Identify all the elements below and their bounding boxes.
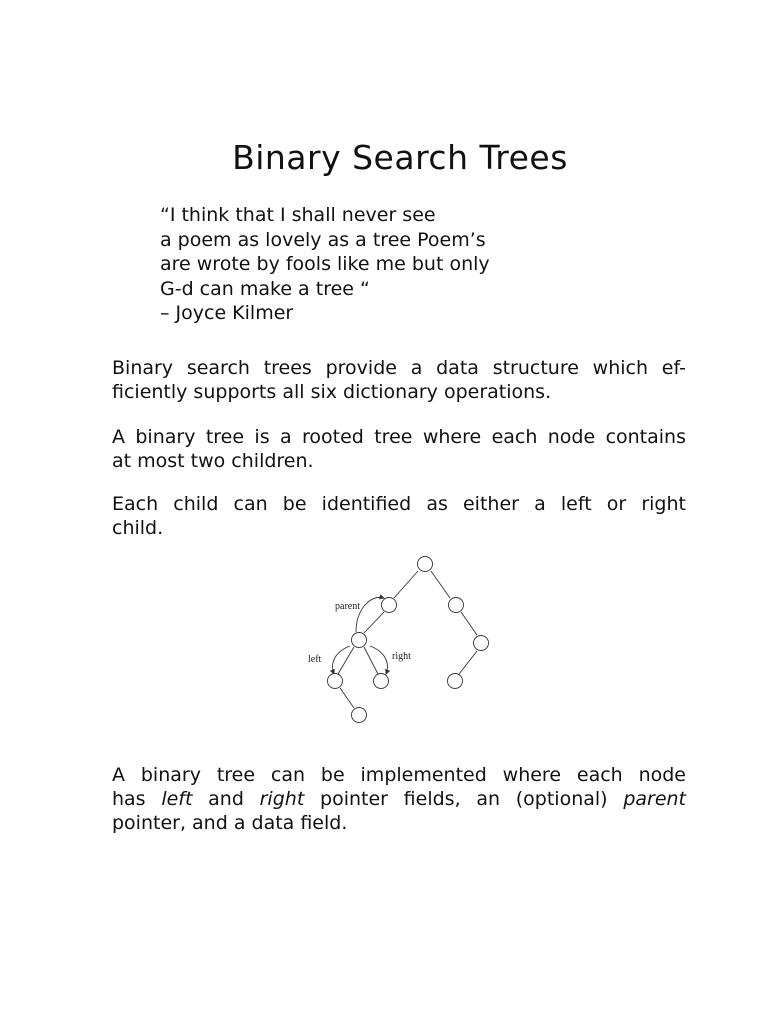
paragraph-line: pointer, and a data field. <box>112 812 348 834</box>
tree-node <box>374 674 389 689</box>
term-left: left <box>161 788 193 810</box>
left-pointer-arrow <box>333 646 350 674</box>
tree-node <box>352 633 367 648</box>
tree-nodes <box>328 557 489 723</box>
tree-edge <box>459 651 477 674</box>
binary-tree-diagram <box>300 550 500 730</box>
paragraph-implementation <box>112 763 686 835</box>
diagram-label-parent: parent <box>335 601 360 612</box>
tree-edge <box>364 647 378 674</box>
diagram-label-right: right <box>392 651 411 662</box>
paragraph-children <box>112 492 686 540</box>
diagram-label-left: left <box>308 654 322 665</box>
tree-node <box>382 598 397 613</box>
paragraph-line: at most two children. <box>112 450 314 472</box>
tree-edge <box>394 571 418 598</box>
tree-node <box>448 674 463 689</box>
tree-node <box>449 598 464 613</box>
tree-node <box>328 674 343 689</box>
quote-line: a poem as lovely as a tree Poem’s <box>160 228 486 251</box>
tree-node <box>474 636 489 651</box>
page-title: Binary Search Trees <box>232 138 568 177</box>
term-parent: parent <box>623 788 687 810</box>
tree-node <box>418 557 433 572</box>
text-run: pointer fields, an (optional) <box>304 788 624 810</box>
quote-attribution: – Joyce Kilmer <box>160 302 294 324</box>
tree-edge <box>461 612 477 635</box>
paragraph-line: A binary tree is a rooted tree where each node contains <box>112 426 686 448</box>
term-right: right <box>259 788 305 810</box>
quote-line: “I think that I shall never see <box>160 204 436 226</box>
paragraph-line: Binary search trees provide a data structure which ef- <box>112 357 686 379</box>
paragraph-line: Each child can be identified as either a left or right <box>112 493 686 515</box>
paragraph-binary-tree <box>112 425 686 473</box>
tree-edge <box>431 571 450 598</box>
tree-node <box>352 708 367 723</box>
tree-edge <box>364 612 384 633</box>
quote-line: are wrote by fools like me but only <box>160 253 490 275</box>
paragraph-line: A binary tree can be implemented where each node <box>112 764 686 786</box>
right-pointer-arrow <box>370 646 387 674</box>
text-run: has <box>112 788 162 810</box>
paragraph-definition <box>112 356 686 404</box>
paragraph-line: ficiently supports all six dictionary operations. <box>112 381 552 403</box>
quote-line: G-d can make a tree “ <box>160 277 370 300</box>
paragraph-line: child. <box>112 517 164 539</box>
text-run: and <box>192 788 260 810</box>
tree-edge <box>340 688 354 708</box>
paragraph-line <box>112 787 686 811</box>
epigraph-quote <box>160 203 580 326</box>
